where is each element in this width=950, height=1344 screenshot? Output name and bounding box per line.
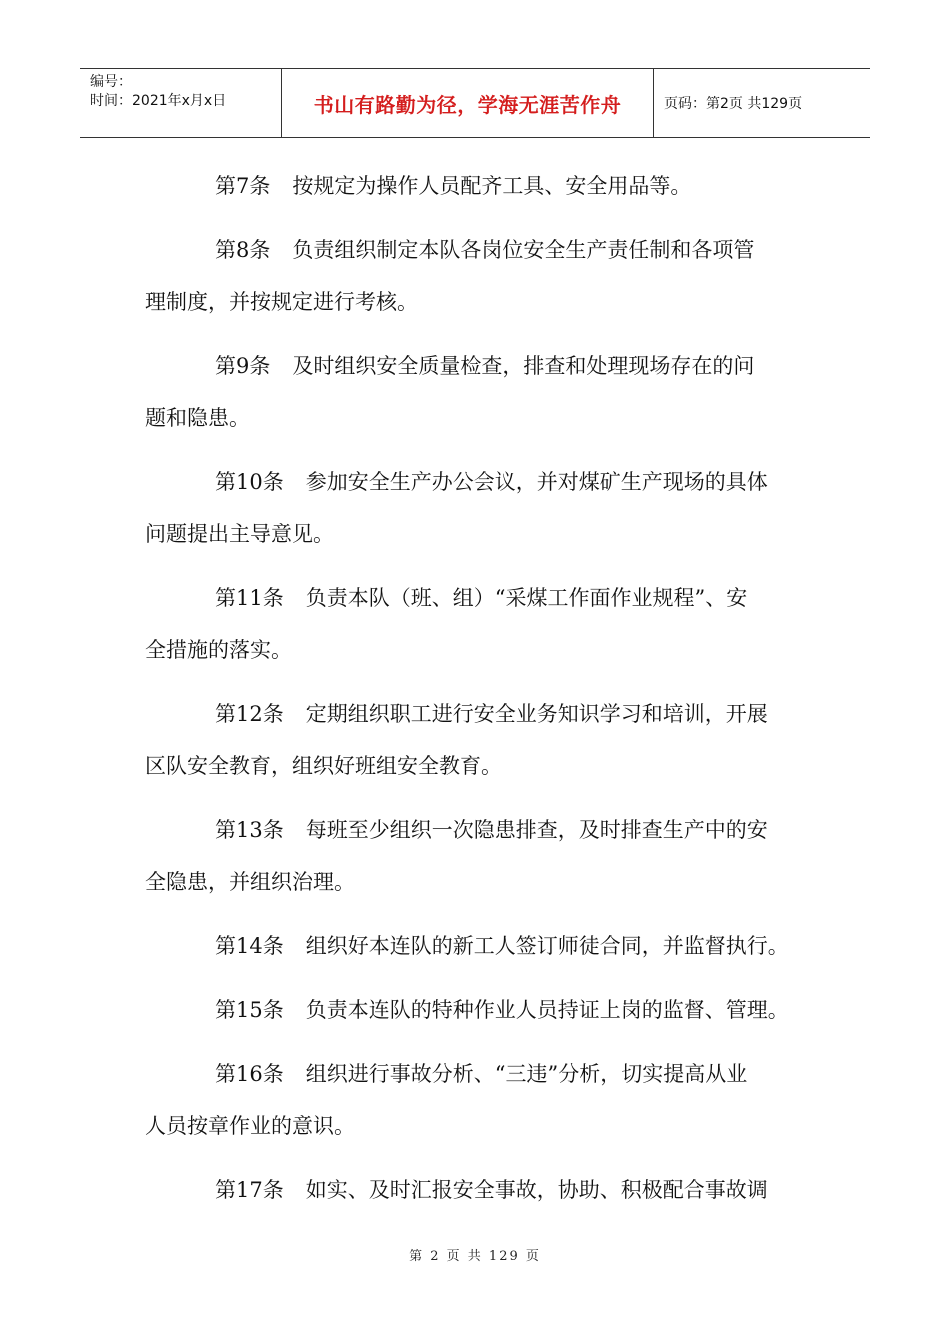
- article-text: 负责本连队的特种作业人员持证上岗的监督、管理。: [305, 998, 789, 1022]
- article-text: 负责本队（班、组）“采煤工作面作业规程”、安: [305, 586, 748, 610]
- article-8: [145, 224, 820, 328]
- article-text: 参加安全生产办公会议，并对煤矿生产现场的具体: [305, 470, 768, 494]
- article-text: 如实、及时汇报安全事故，协助、积极配合事故调: [305, 1178, 768, 1202]
- article-9: [145, 340, 820, 444]
- article-15: [145, 984, 820, 1036]
- article-text: 每班至少组织一次隐患排查，及时排查生产中的安: [305, 818, 768, 842]
- article-number: 第13条: [215, 818, 284, 842]
- motto-text: 书山有路勤为径，学海无涯苦作舟: [313, 92, 622, 117]
- article-text-cont: 题和隐患。: [145, 406, 250, 430]
- time-label: 时间：2021年x月x日: [90, 93, 227, 109]
- page-footer: [0, 1245, 950, 1264]
- article-number: 第11条: [215, 586, 284, 610]
- article-text: 按规定为操作人员配齐工具、安全用品等。: [292, 174, 692, 198]
- article-text: 及时组织安全质量检查，排查和处理现场存在的问: [292, 354, 755, 378]
- article-text: 负责组织制定本队各岗位安全生产责任制和各项管: [292, 238, 755, 262]
- article-16: [145, 1048, 820, 1152]
- article-12: [145, 688, 820, 792]
- article-text-cont: 理制度，并按规定进行考核。: [145, 290, 418, 314]
- article-number: 第8条: [215, 238, 271, 262]
- article-number: 第15条: [215, 998, 284, 1022]
- article-14: [145, 920, 820, 972]
- document-header: [80, 68, 870, 138]
- article-7: [145, 160, 820, 212]
- article-11: [145, 572, 820, 676]
- article-number: 第16条: [215, 1062, 284, 1086]
- article-number: 第9条: [215, 354, 271, 378]
- article-number: 第17条: [215, 1178, 284, 1202]
- article-text-cont: 人员按章作业的意识。: [145, 1114, 355, 1138]
- article-text: 组织好本连队的新工人签订师徒合同，并监督执行。: [305, 934, 789, 958]
- article-text: 定期组织职工进行安全业务知识学习和培训，开展: [305, 702, 768, 726]
- article-number: 第7条: [215, 174, 271, 198]
- document-body: [145, 160, 820, 1228]
- article-number: 第12条: [215, 702, 284, 726]
- article-number: 第10条: [215, 470, 284, 494]
- article-10: [145, 456, 820, 560]
- article-number: 第14条: [215, 934, 284, 958]
- page-info: 页码：第2页 共129页: [664, 96, 803, 112]
- header-meta-cell: [80, 69, 282, 137]
- article-17: [145, 1164, 820, 1216]
- article-text-cont: 区队安全教育，组织好班组安全教育。: [145, 754, 502, 778]
- article-text: 组织进行事故分析、“三违”分析，切实提高从业: [305, 1062, 748, 1086]
- article-text-cont: 问题提出主导意见。: [145, 522, 334, 546]
- article-13: [145, 804, 820, 908]
- header-motto-cell: [282, 69, 654, 137]
- footer-page-number: 第 2 页 共 129 页: [409, 1249, 541, 1264]
- article-text-cont: 全措施的落实。: [145, 638, 292, 662]
- article-text-cont: 全隐患，并组织治理。: [145, 870, 355, 894]
- number-label: 编号：: [90, 74, 132, 90]
- header-page-cell: [654, 69, 870, 137]
